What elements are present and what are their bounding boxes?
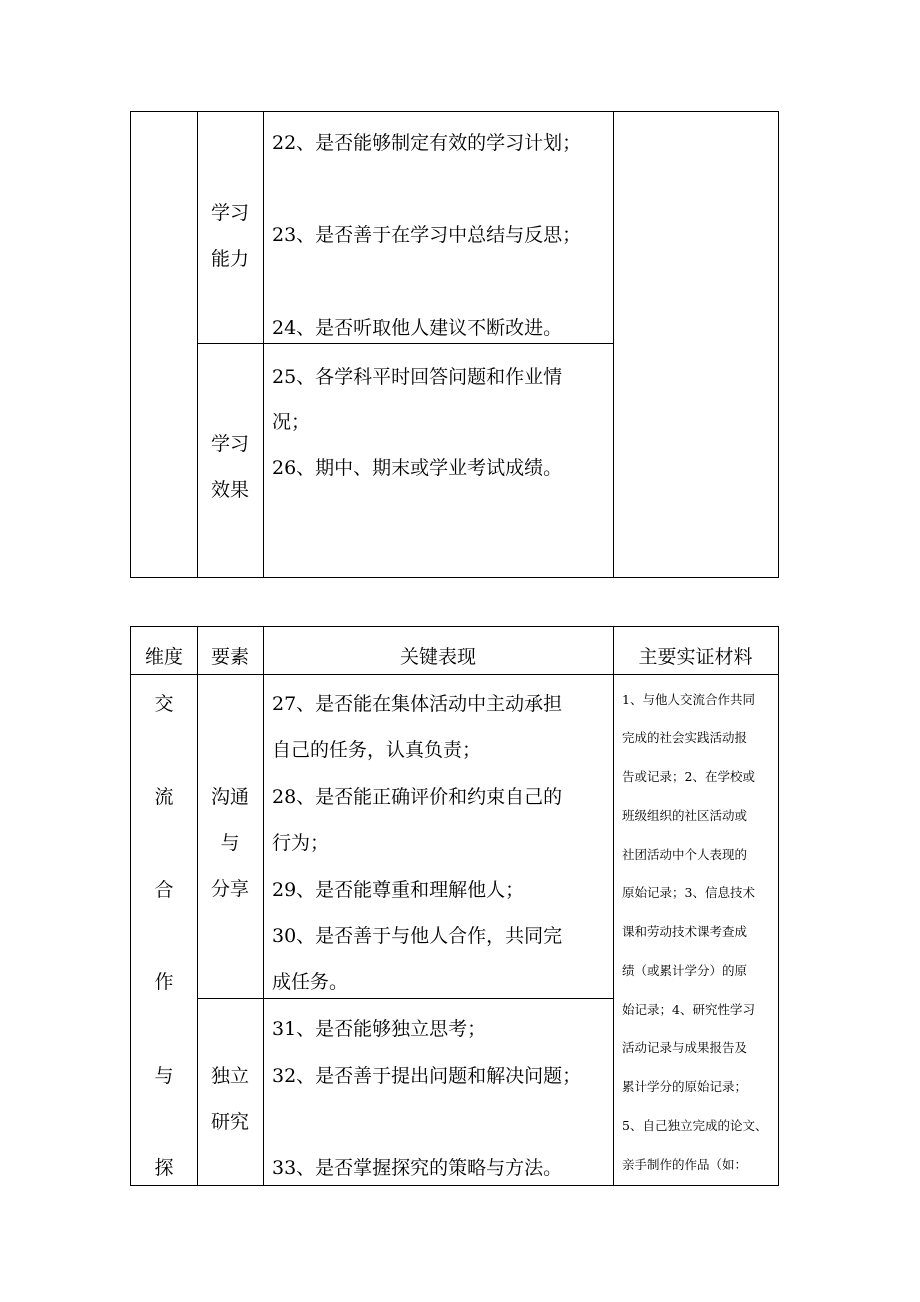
header-dimension: 维度 bbox=[144, 646, 183, 668]
key-item: 成任务。 bbox=[272, 971, 349, 993]
col-divider bbox=[613, 112, 614, 577]
key-item: 24、是否听取他人建议不断改进。 bbox=[272, 317, 563, 339]
element-label: 学习 效果 bbox=[210, 433, 249, 501]
evidence-line: 告或记录；2、在学校或 bbox=[622, 769, 755, 784]
key-item: 况； bbox=[272, 411, 311, 433]
key-item: 30、是否善于与他人合作，共同完 bbox=[272, 925, 563, 947]
col-divider bbox=[263, 112, 264, 577]
header-evidence: 主要实证材料 bbox=[638, 646, 753, 668]
row-divider bbox=[197, 343, 613, 344]
key-item: 行为； bbox=[272, 832, 330, 854]
row-divider bbox=[197, 998, 613, 999]
key-item: 26、期中、期末或学业考试成绩。 bbox=[272, 457, 563, 479]
dimension-char: 合 bbox=[154, 879, 174, 901]
key-item: 32、是否善于提出问题和解决问题； bbox=[272, 1065, 582, 1087]
evidence-line: 活动记录与成果报告及 bbox=[622, 1040, 748, 1055]
col-divider bbox=[197, 112, 198, 577]
dimension-char: 流 bbox=[154, 786, 174, 808]
evidence-line: 累计学分的原始记录； bbox=[622, 1079, 748, 1094]
dimension-char: 与 bbox=[154, 1065, 174, 1087]
dimension-char: 交 bbox=[154, 693, 174, 715]
key-item: 自己的任务，认真负责； bbox=[272, 739, 482, 761]
evidence-line: 1、与他人交流合作共同 bbox=[622, 692, 755, 707]
evidence-line: 班级组织的社区活动或 bbox=[622, 808, 748, 823]
key-item: 23、是否善于在学习中总结与反思； bbox=[272, 224, 582, 246]
key-item: 25、各学科平时回答问题和作业情 bbox=[272, 366, 563, 388]
dimension-char: 探 bbox=[154, 1157, 174, 1179]
table-1 bbox=[130, 111, 779, 578]
element-label: 独立 研究 bbox=[210, 1065, 249, 1133]
evidence-line: 社团活动中个人表现的 bbox=[622, 847, 748, 862]
evidence-line: 原始记录；3、信息技术 bbox=[622, 885, 755, 900]
key-item: 33、是否掌握探究的策略与方法。 bbox=[272, 1157, 563, 1179]
key-item: 28、是否能正确评价和约束自己的 bbox=[272, 786, 563, 808]
evidence-line: 课和劳动技术课考查成 bbox=[622, 924, 748, 939]
key-item: 29、是否能尊重和理解他人； bbox=[272, 879, 525, 901]
evidence-line: 5、自己独立完成的论文、 bbox=[622, 1118, 768, 1133]
evidence-line: 始记录；4、研究性学习 bbox=[622, 1002, 755, 1017]
col-divider bbox=[613, 627, 614, 1185]
col-divider bbox=[197, 627, 198, 1185]
evidence-line: 绩（或累计学分）的原 bbox=[622, 963, 748, 978]
evidence-line: 完成的社会实践活动报 bbox=[622, 730, 748, 745]
header-element: 要素 bbox=[210, 646, 249, 668]
element-label: 沟通 与 分享 bbox=[210, 786, 249, 900]
key-item: 27、是否能在集体活动中主动承担 bbox=[272, 693, 563, 715]
dimension-char: 作 bbox=[154, 971, 174, 993]
key-item: 31、是否能够独立思考； bbox=[272, 1018, 487, 1040]
evidence-line: 亲手制作的作品（如： bbox=[622, 1157, 748, 1172]
col-divider bbox=[263, 627, 264, 1185]
header-key: 关键表现 bbox=[399, 646, 476, 668]
element-label: 学习 能力 bbox=[210, 202, 249, 270]
key-item: 22、是否能够制定有效的学习计划； bbox=[272, 132, 582, 154]
table-2 bbox=[130, 626, 779, 1186]
header-divider bbox=[131, 674, 778, 675]
